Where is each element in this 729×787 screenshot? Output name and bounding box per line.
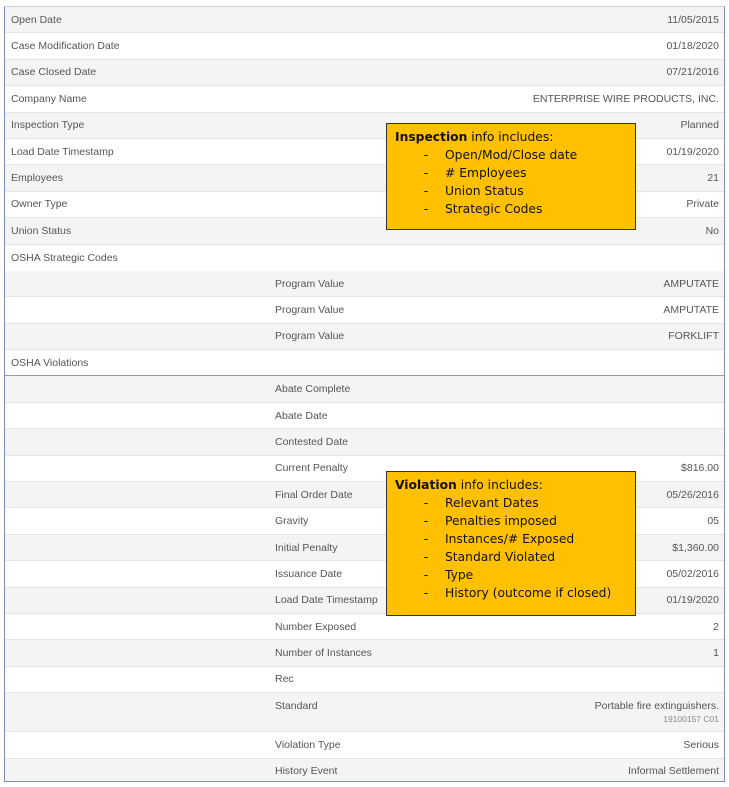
field-value-text: 05/02/2016 — [666, 567, 719, 580]
field-label: Abate Date — [275, 409, 328, 422]
bullet-dash: - — [423, 496, 429, 510]
field-value-text: 05/26/2016 — [666, 488, 719, 501]
bullet-dash: - — [423, 166, 429, 180]
field-label: Union Status — [11, 224, 72, 237]
detail-row — [5, 297, 724, 323]
bullet-dash: - — [423, 202, 429, 216]
field-label: Issuance Date — [275, 567, 343, 580]
field-label: Current Penalty — [275, 462, 348, 475]
field-label: Owner Type — [11, 198, 68, 211]
field-value — [595, 700, 724, 726]
callout-item-text: Strategic Codes — [445, 202, 543, 216]
field-value — [666, 594, 724, 606]
bullet-dash: - — [423, 550, 429, 564]
field-label: Gravity — [275, 515, 309, 528]
field-label: Abate Complete — [275, 383, 351, 396]
detail-row — [5, 614, 724, 640]
field-value — [628, 765, 724, 777]
detail-row — [5, 667, 724, 693]
field-value — [663, 304, 724, 316]
field-value-text: 01/19/2020 — [666, 145, 719, 158]
field-value — [666, 40, 724, 52]
field-value-text: Portable fire extinguishers. — [594, 700, 719, 713]
field-value — [666, 489, 724, 501]
callout-heading: info includes: — [467, 130, 554, 144]
detail-row — [5, 7, 724, 33]
callout-item — [395, 530, 627, 548]
detail-row — [5, 33, 724, 59]
callout-list — [395, 146, 627, 218]
field-label: Program Value — [275, 303, 345, 316]
bullet-dash: - — [423, 514, 429, 528]
inspection-callout — [386, 123, 636, 230]
field-value — [680, 119, 724, 131]
field-value-text: $816.00 — [681, 462, 719, 475]
field-value-text: 1 — [713, 647, 719, 660]
callout-item — [395, 164, 627, 182]
field-label: Standard — [275, 700, 318, 713]
field-label: Rec — [275, 673, 294, 686]
field-value — [681, 462, 724, 474]
field-value — [713, 621, 724, 633]
field-label: OSHA Violations — [11, 356, 89, 369]
field-value — [663, 278, 724, 290]
field-value — [713, 647, 724, 659]
field-value-text: 2 — [713, 620, 719, 633]
bullet-dash: - — [423, 148, 429, 162]
field-label: History Event — [275, 765, 338, 778]
field-value — [706, 225, 724, 237]
bullet-dash: - — [423, 532, 429, 546]
field-label: Contested Date — [275, 435, 348, 448]
bullet-dash: - — [423, 184, 429, 198]
callout-item-text: Type — [445, 568, 474, 582]
callout-heading-bold: Inspection — [395, 130, 468, 144]
callout-heading: info includes: — [456, 478, 543, 492]
field-value-text: Serious — [683, 738, 719, 751]
field-value — [707, 172, 724, 184]
field-value-text: 01/18/2020 — [666, 40, 719, 53]
callout-heading-bold: Violation — [395, 478, 457, 492]
callout-item — [395, 584, 627, 602]
field-value-text: $1,360.00 — [672, 541, 719, 554]
field-label: Load Date Timestamp — [11, 145, 114, 158]
detail-row — [5, 732, 724, 758]
callout-item-text: Relevant Dates — [445, 496, 539, 510]
callout-item — [395, 146, 627, 164]
detail-row — [5, 429, 724, 455]
callout-item — [395, 548, 627, 566]
field-value — [672, 542, 724, 554]
field-value-text: 11/05/2015 — [667, 13, 719, 26]
detail-row — [5, 376, 724, 402]
violation-callout — [386, 471, 636, 616]
callout-item — [395, 494, 627, 512]
field-value — [707, 515, 724, 527]
field-value-text: No — [705, 224, 719, 237]
field-value — [667, 14, 724, 26]
field-value-text: 21 — [707, 172, 719, 185]
field-value — [666, 146, 724, 158]
field-value-text: AMPUTATE — [663, 277, 719, 290]
detail-row — [5, 350, 724, 376]
callout-item-text: Open/Mod/Close date — [445, 148, 578, 162]
field-value-text: FORKLIFT — [668, 330, 719, 343]
callout-item — [395, 182, 627, 200]
detail-row — [5, 759, 724, 782]
field-value-text: ENTERPRISE WIRE PRODUCTS, INC. — [532, 92, 719, 105]
field-label: Load Date Timestamp — [275, 594, 378, 607]
callout-list — [395, 494, 627, 602]
field-value-text: 07/21/2016 — [666, 66, 719, 79]
field-label: OSHA Strategic Codes — [11, 251, 118, 264]
callout-item-text: Penalties imposed — [445, 514, 557, 528]
callout-item-text: History (outcome if closed) — [445, 586, 612, 600]
field-value-text: 01/19/2020 — [666, 594, 719, 607]
field-value — [666, 568, 724, 580]
field-label: Inspection Type — [11, 119, 85, 132]
field-label: Program Value — [275, 330, 345, 343]
detail-row — [5, 640, 724, 666]
callout-item — [395, 200, 627, 218]
callout-item-text: # Employees — [445, 166, 527, 180]
field-value — [533, 93, 724, 105]
field-label: Number of Instances — [275, 647, 372, 660]
detail-row — [5, 403, 724, 429]
detail-row — [5, 60, 724, 86]
field-value — [668, 330, 724, 342]
field-value-text: Private — [686, 198, 719, 211]
field-label: Program Value — [275, 277, 345, 290]
field-label: Number Exposed — [275, 620, 357, 633]
detail-row — [5, 86, 724, 112]
field-label: Employees — [11, 172, 63, 185]
detail-row — [5, 324, 724, 350]
detail-row — [5, 245, 724, 271]
field-label: Initial Penalty — [275, 541, 338, 554]
callout-item — [395, 566, 627, 584]
callout-item-text: Standard Violated — [445, 550, 556, 564]
field-value — [686, 198, 724, 210]
field-value — [666, 66, 724, 78]
bullet-dash: - — [423, 586, 429, 600]
field-value-text: Planned — [680, 119, 719, 132]
field-label: Violation Type — [275, 738, 341, 751]
field-value — [683, 739, 724, 751]
callout-item-text: Union Status — [445, 184, 524, 198]
field-label: Company Name — [11, 92, 87, 105]
bullet-dash: - — [423, 568, 429, 582]
detail-row — [5, 271, 724, 297]
field-value-text: 05 — [707, 515, 719, 528]
detail-row — [5, 693, 724, 732]
field-subvalue: 19100157 C01 — [663, 714, 719, 725]
field-label: Case Closed Date — [11, 66, 97, 79]
field-value-text: Informal Settlement — [627, 765, 719, 778]
field-label: Final Order Date — [275, 488, 353, 501]
callout-item-text: Instances/# Exposed — [445, 532, 575, 546]
field-label: Case Modification Date — [11, 40, 120, 53]
callout-item — [395, 512, 627, 530]
field-value-text: AMPUTATE — [663, 303, 719, 316]
field-label: Open Date — [11, 13, 62, 26]
